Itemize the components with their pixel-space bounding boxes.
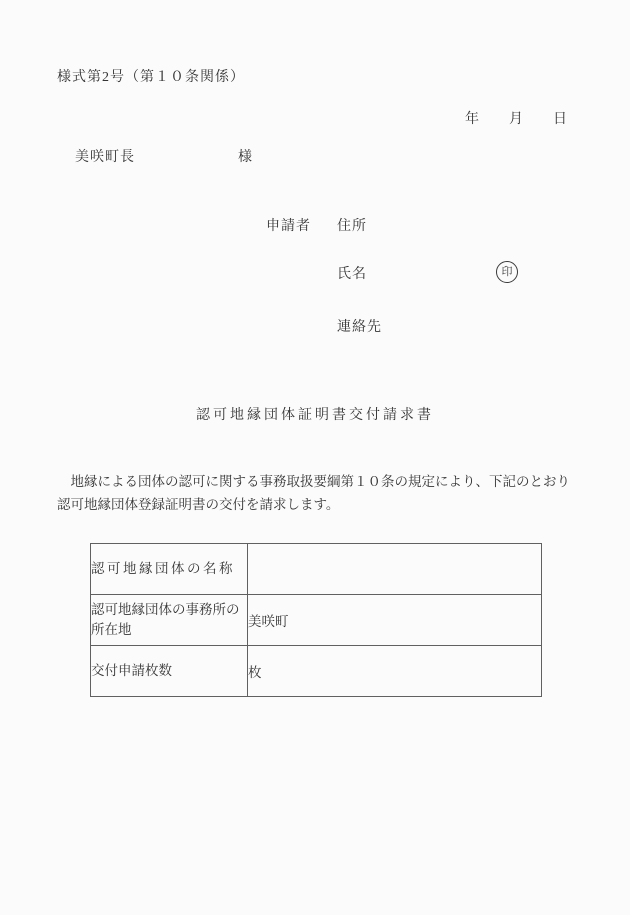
- document-title: 認可地縁団体証明書交付請求書: [196, 408, 434, 423]
- office-location-label: 認可地縁団体の事務所の所在地: [91, 595, 248, 646]
- table-row-copies-requested: [91, 646, 542, 697]
- date-line: [465, 108, 567, 128]
- applicant-address-label: 住所: [337, 219, 367, 234]
- applicant-contact-label: 連絡先: [337, 320, 382, 335]
- form-number: 様式第2号（第１０条関係）: [57, 70, 245, 85]
- organization-name-label: 認可地縁団体の名称: [91, 544, 248, 595]
- copies-requested-label: 交付申請枚数: [91, 646, 248, 697]
- addressee-honorific: 様: [238, 150, 252, 165]
- organization-name-value: [248, 544, 542, 595]
- date-year-label: 年: [465, 112, 479, 127]
- table-row-organization-name: [91, 544, 542, 595]
- body-paragraph: [57, 470, 579, 516]
- table-row-office-location: [91, 595, 542, 646]
- date-month-label: 月: [509, 112, 523, 127]
- request-table: [90, 543, 542, 697]
- addressee-title: 美咲町長: [75, 150, 135, 165]
- office-location-value: 美咲町: [248, 595, 542, 646]
- date-day-label: 日: [553, 112, 567, 127]
- applicant-name-label: 氏名: [337, 267, 367, 282]
- body-paragraph-line-2: 認可地縁団体登録証明書の交付を請求します。: [57, 497, 340, 512]
- applicant-label: 申請者: [266, 219, 311, 234]
- copies-requested-value: 枚: [248, 646, 542, 697]
- seal-icon: 印: [496, 261, 518, 283]
- body-paragraph-line-1: 地縁による団体の認可に関する事務取扱要綱第１０条の規定により、下記のとおり: [57, 474, 570, 489]
